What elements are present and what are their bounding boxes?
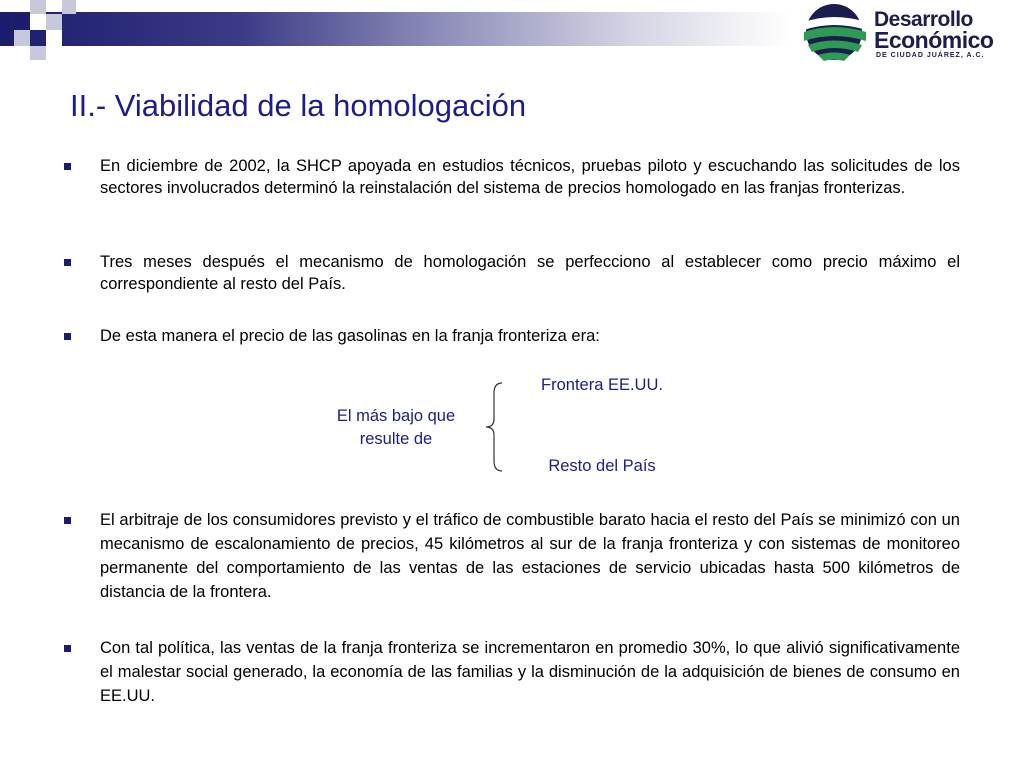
bullet-square-icon — [64, 259, 71, 266]
bullet-square-icon — [64, 333, 71, 340]
bullet-item-2 — [64, 251, 960, 295]
bullet-item-5 — [64, 636, 960, 708]
bullet-square-icon — [64, 517, 71, 524]
bullet-square-icon — [64, 645, 71, 652]
diagram-left-line2: resulte de — [359, 430, 433, 448]
header-square-white-1 — [30, 14, 46, 30]
bullet-item-4 — [64, 508, 960, 604]
slide-title: II.- Viabilidad de la homologación — [70, 88, 527, 123]
header-square-light-5 — [62, 0, 76, 14]
bullet-item-3 — [64, 325, 960, 347]
header-square-light-1 — [30, 0, 46, 14]
logo-text-line3: DE CIUDAD JUÁREZ, A.C. — [876, 52, 985, 59]
header-square-light-3 — [14, 30, 30, 46]
bullet-item-1 — [64, 155, 960, 199]
logo-text-line1: Desarrollo — [874, 8, 973, 31]
curly-brace-icon — [484, 381, 514, 473]
header-square-light-2 — [46, 14, 62, 30]
header-gradient-band — [0, 12, 790, 46]
organization-logo — [800, 0, 1020, 66]
header-square-light-4 — [30, 46, 46, 60]
diagram-left-line1: El más bajo que — [336, 407, 456, 425]
diagram-option-bottom: Resto del País — [548, 457, 656, 475]
globe-logo-icon — [800, 0, 870, 66]
bullet-square-icon — [64, 163, 71, 170]
bullet-text-3: De esta manera el precio de las gasolinas en la franja fronteriza era: — [100, 327, 600, 345]
header-square-navy-1 — [14, 14, 28, 28]
diagram-left-label — [316, 405, 476, 451]
bullet-text-4: El arbitraje de los consumidores previsto y el tráfico de combustible barato hacia el resto del País se minimizó con un mecanismo de escalonamiento de precios, 45 kilómetros al sur de la franja fronteriza y con sistemas de monitoreo permanente del comportamiento de las ventas de las estaciones de servicio ubicadas hasta 500 kilómetros de distancia de la frontera. — [100, 511, 960, 601]
bullet-text-1: En diciembre de 2002, la SHCP apoyada en estudios técnicos, pruebas piloto y escuchando las solicitudes de los sectores involucrados determinó la reinstalación del sistema de precios homologado en las franjas fronterizas. — [100, 157, 960, 197]
logo-text-line2: Económico — [874, 27, 994, 53]
header-square-white-2 — [46, 30, 62, 46]
diagram-option-top: Frontera EE.UU. — [541, 376, 663, 394]
bullet-text-5: Con tal política, las ventas de la franja fronteriza se incrementaron en promedio 30%, lo que alivió significativamente el malestar social generado, la economía de las familias y la disminución de la adquisición de bienes de consumo en EE.UU. — [100, 639, 960, 705]
bullet-text-2: Tres meses después el mecanismo de homologación se perfecciono al establecer como precio máximo el correspondiente al resto del País. — [100, 253, 960, 293]
